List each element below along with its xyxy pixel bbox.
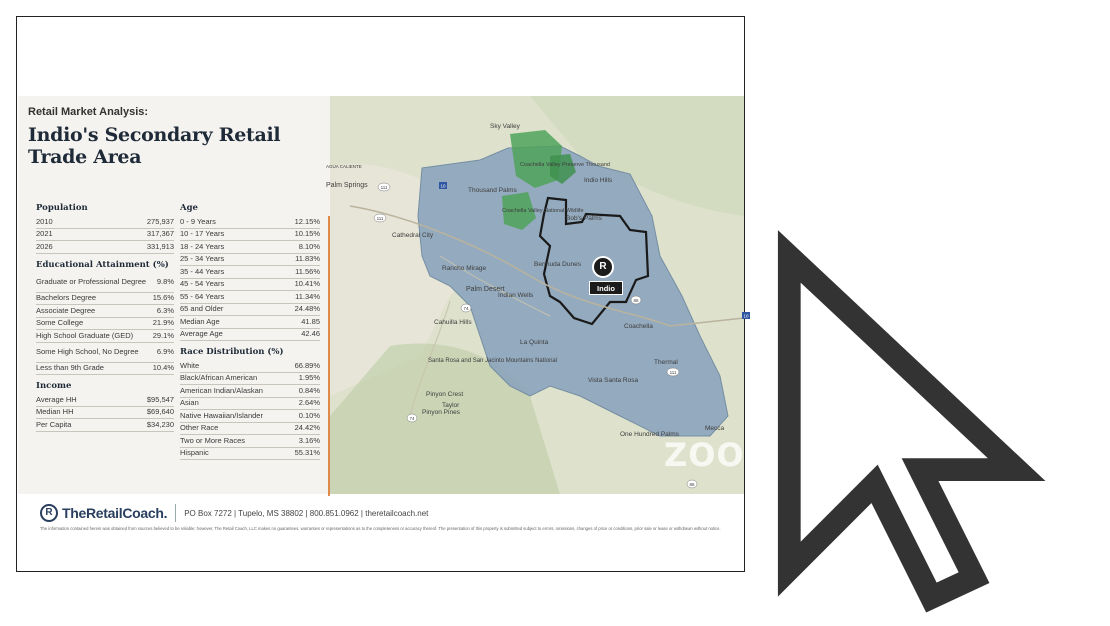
education-value: 6.3% [156, 305, 174, 315]
label-bermuda-dunes: Bermuda Dunes [534, 261, 581, 268]
population-label: 2021 [36, 229, 53, 238]
label-indio-hills: Indio Hills [584, 177, 613, 184]
education-label: Graduate or Professional Degree [36, 276, 147, 286]
age-row [180, 291, 320, 304]
slide [18, 96, 749, 494]
svg-text:10: 10 [440, 183, 446, 189]
race-label: Black/African American [180, 373, 258, 382]
age-value: 11.34% [295, 291, 320, 301]
indio-city-tag: Indio [589, 281, 623, 295]
brand-separator [175, 504, 176, 522]
race-row [180, 398, 320, 411]
race-row [180, 423, 320, 436]
age-row [180, 229, 320, 242]
education-row [36, 293, 174, 306]
education-row [36, 343, 174, 363]
age-row [180, 266, 320, 279]
svg-text:74: 74 [463, 306, 469, 311]
document-footer [36, 500, 736, 560]
contact-info: PO Box 7272 | Tupelo, MS 38802 | 800.851.0962 | theretailcoach.net [184, 508, 429, 518]
population-value: 317,367 [146, 229, 174, 238]
income-row [36, 394, 174, 407]
brand-name: TheRetailCoach. [62, 505, 168, 521]
race-row [180, 410, 320, 423]
race-row [180, 360, 320, 373]
age-label: 18 - 24 Years [180, 241, 225, 251]
slide-kicker: Retail Market Analysis: [28, 106, 149, 118]
education-value: 29.1% [152, 330, 174, 340]
route-shield-111-c [667, 368, 679, 376]
race-table [180, 360, 320, 460]
zoom-watermark: ZOO [664, 436, 745, 474]
race-value: 0.84% [298, 385, 320, 395]
income-label: Average HH [36, 394, 77, 404]
education-label: Some High School, No Degree [36, 346, 139, 356]
svg-text:111: 111 [376, 216, 384, 221]
education-row [36, 363, 174, 376]
population-label: 2026 [36, 241, 53, 251]
age-value: 11.83% [295, 254, 320, 263]
education-value: 21.9% [152, 318, 174, 327]
svg-text:86: 86 [633, 298, 639, 303]
education-value: 6.9% [156, 346, 174, 356]
education-row [36, 273, 174, 293]
age-label: 25 - 34 Years [180, 254, 225, 263]
trade-area-map[interactable] [326, 96, 749, 494]
race-value: 3.16% [298, 435, 320, 445]
age-row [180, 216, 320, 229]
label-pinyon-crest: Pinyon Crest [426, 391, 464, 398]
population-table [36, 216, 174, 254]
label-mecca: Mecca [705, 425, 725, 432]
population-row [36, 229, 174, 242]
age-label: 55 - 64 Years [180, 291, 225, 301]
income-heading: Income [36, 381, 72, 391]
age-row [180, 254, 320, 267]
race-value: 2.64% [298, 398, 320, 407]
income-row [36, 407, 174, 420]
race-label: Two or More Races [180, 435, 246, 445]
education-value: 10.4% [152, 363, 174, 372]
label-palm-desert: Palm Desert [466, 286, 505, 293]
race-row [180, 373, 320, 386]
education-row [36, 330, 174, 343]
income-table [36, 394, 174, 432]
age-value: 42.46 [301, 329, 320, 338]
svg-text:111: 111 [669, 370, 677, 375]
route-shield-10-a [439, 182, 447, 189]
race-label: Native Hawaiian/Islander [180, 410, 263, 420]
population-heading: Population [36, 203, 88, 213]
race-label: White [180, 360, 200, 370]
age-table [180, 216, 320, 341]
label-pinyon-pines: Pinyon Pines [422, 409, 460, 416]
education-label: Associate Degree [36, 305, 96, 315]
label-thousand-palms: Thousand Palms [468, 187, 517, 194]
label-coachella-wildlife: Coachella Valley National Wildlife [502, 208, 584, 214]
label-coachella-preserve: Coachella Valley Preserve Thousand [520, 162, 610, 168]
income-value: $69,640 [146, 407, 174, 416]
retail-coach-logo-icon: R [40, 504, 58, 522]
race-label: Other Race [180, 423, 219, 432]
income-value: $95,547 [146, 394, 174, 404]
label-thermal: Thermal [654, 359, 678, 366]
route-shield-86-a [631, 296, 641, 304]
age-label: Median Age [180, 316, 220, 326]
age-label: 0 - 9 Years [180, 216, 216, 226]
disclaimer-text: The information contained herein was obtained from sources believed to be reliable; however, The Retail Coach, LLC makes no guarantees, warranties or representations as to the completeness or accuracy thereof. The presentation of this property is submitted subject to errors, omissions, changes of price or conditions, prior sale or lease or withdrawn without notice. [40, 526, 721, 531]
race-value: 0.10% [298, 410, 320, 420]
label-bobs-palms: Bob's Palms [566, 215, 602, 222]
population-value: 331,913 [146, 241, 174, 251]
label-indian-wells: Indian Wells [498, 292, 534, 299]
age-label: 35 - 44 Years [180, 266, 225, 276]
income-value: $34,230 [146, 419, 174, 429]
income-label: Median HH [36, 407, 74, 416]
race-row [180, 435, 320, 448]
label-agua-caliente: AGUA CALIENTE [326, 164, 362, 169]
svg-text:111: 111 [380, 185, 388, 190]
education-label: High School Graduate (GED) [36, 330, 134, 340]
age-label: 45 - 54 Years [180, 279, 225, 288]
age-label: 65 and Older [180, 304, 224, 313]
label-santa-rosa: Santa Rosa and San Jacinto Mountains National [428, 358, 558, 364]
population-row [36, 241, 174, 254]
education-row [36, 318, 174, 331]
race-row [180, 385, 320, 398]
label-cahuilla-hills: Cahuilla Hills [434, 319, 472, 326]
race-heading: Race Distribution (%) [180, 347, 284, 357]
population-row [36, 216, 174, 229]
race-label: Hispanic [180, 448, 209, 457]
population-label: 2010 [36, 216, 53, 226]
route-shield-111-a [378, 183, 390, 191]
age-label: 10 - 17 Years [180, 229, 225, 238]
income-label: Per Capita [36, 419, 72, 429]
education-label: Bachelors Degree [36, 293, 97, 302]
race-value: 1.95% [298, 373, 320, 382]
age-value: 24.48% [294, 304, 320, 313]
education-table [36, 273, 174, 376]
svg-text:74: 74 [409, 416, 415, 421]
race-label: American Indian/Alaskan [180, 385, 263, 395]
label-la-quinta: La Quinta [520, 339, 549, 346]
route-shield-74-b [407, 414, 417, 422]
education-label: Less than 9th Grade [36, 363, 104, 372]
education-heading: Educational Attainment (%) [36, 259, 169, 270]
age-value: 41.85 [301, 316, 320, 326]
race-label: Asian [180, 398, 199, 407]
race-value: 55.31% [294, 448, 320, 457]
education-label: Some College [36, 318, 84, 327]
age-row [180, 316, 320, 329]
label-vista-santa-rosa: Vista Santa Rosa [588, 377, 639, 384]
stats-panel [18, 96, 330, 494]
age-row [180, 329, 320, 342]
svg-text:10: 10 [743, 313, 749, 319]
age-value: 10.41% [294, 279, 320, 288]
education-value: 15.6% [152, 293, 174, 302]
label-cathedral-city: Cathedral City [392, 232, 434, 239]
route-shield-111-b [374, 214, 386, 222]
label-taylor: Taylor [442, 402, 460, 409]
right-stats-column [180, 201, 320, 460]
race-value: 66.89% [294, 360, 320, 370]
age-value: 11.56% [295, 266, 320, 276]
race-row [180, 448, 320, 461]
age-row [180, 279, 320, 292]
brand-block [40, 504, 428, 522]
mouse-cursor-icon [696, 228, 1110, 626]
age-value: 8.10% [298, 241, 320, 251]
left-stats-column [36, 201, 174, 432]
education-value: 9.8% [156, 276, 174, 286]
age-value: 12.15% [294, 216, 320, 226]
label-rancho-mirage: Rancho Mirage [442, 265, 487, 272]
age-label: Average Age [180, 329, 223, 338]
age-value: 10.15% [294, 229, 320, 238]
slide-title: Indio's Secondary Retail Trade Area [28, 124, 281, 168]
label-palm-springs: Palm Springs [326, 182, 368, 189]
age-row [180, 304, 320, 317]
label-sky-valley: Sky Valley [490, 123, 520, 130]
education-row [36, 305, 174, 318]
population-value: 275,937 [146, 216, 174, 226]
age-row [180, 241, 320, 254]
map-svg [326, 96, 749, 494]
indio-location-pin-icon: R [592, 256, 614, 278]
route-shield-74-a [461, 304, 471, 312]
race-value: 24.42% [294, 423, 320, 432]
label-one-hundred-palms: One Hundred Palms [620, 431, 679, 438]
income-row [36, 419, 174, 432]
svg-text:86: 86 [689, 482, 695, 487]
age-heading: Age [180, 203, 198, 213]
label-coachella: Coachella [624, 323, 653, 330]
